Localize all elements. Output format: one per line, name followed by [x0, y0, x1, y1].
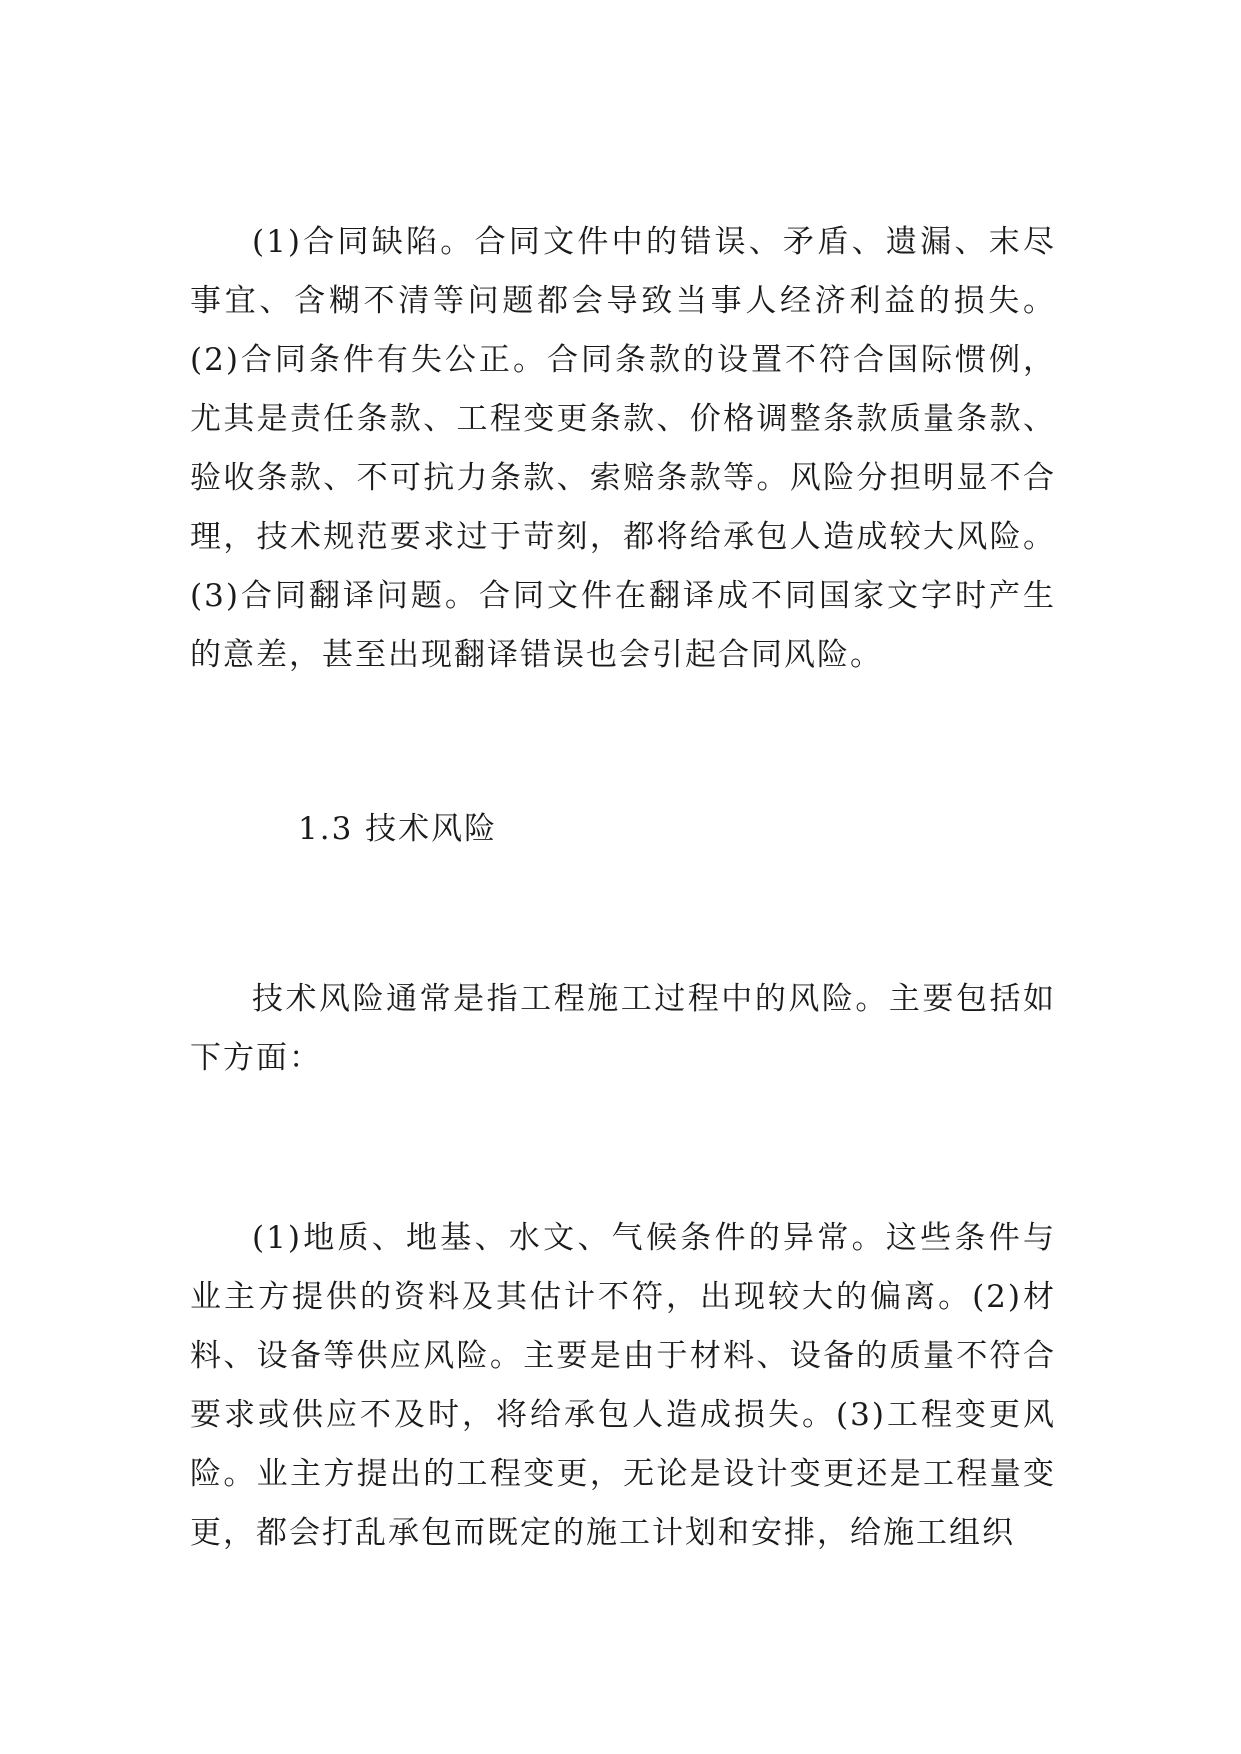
paragraph-contract-risks: (1)合同缺陷。合同文件中的错误、矛盾、遗漏、末尽事宜、含糊不清等问题都会导致当事人经济利益的损失。(2)合同条件有失公正。合同条款的设置不符合国际惯例，尤其是责任条款、工程变更条款、价格调整条款质量条款、验收条款、不可抗力条款、索赔条款等。风险分担明显不合理，技术规范要求过于苛刻，都将给承包人造成较大风险。(3)合同翻译问题。合同文件在翻译成不同国家文字时产生的意差，甚至出现翻译错误也会引起合同风险。	[190, 224, 1056, 673]
section-heading-technical-risk: 1.3 技术风险	[298, 811, 498, 847]
paragraph-technical-risk-items: (1)地质、地基、水文、气候条件的异常。这些条件与业主方提供的资料及其估计不符，出现较大的偏离。(2)材料、设备等供应风险。主要是由于材料、设备的质量不符合要求或供应不及时，将给承包人造成损失。(3)工程变更风险。业主方提出的工程变更，无论是设计变更还是工程量变更，都会打乱承包而既定的施工计划和安排，给施工组织	[190, 1220, 1056, 1551]
paragraph-technical-risk-intro: 技术风险通常是指工程施工过程中的风险。主要包括如下方面：	[190, 981, 1056, 1076]
